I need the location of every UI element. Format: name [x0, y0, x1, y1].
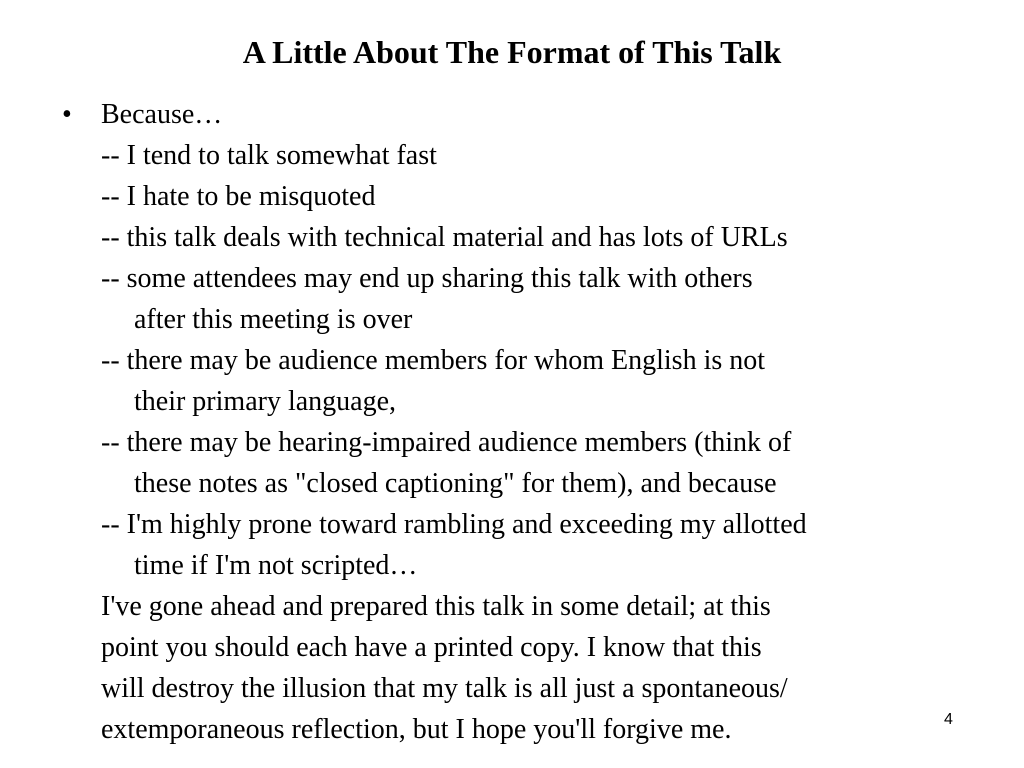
body-line-continuation: after this meeting is over	[134, 304, 413, 335]
body-line-reason: -- this talk deals with technical material and has lots of URLs	[101, 222, 788, 253]
body-line-conclusion: will destroy the illusion that my talk is all just a spontaneous/	[101, 673, 788, 704]
body-line-conclusion: extemporaneous reflection, but I hope you'll forgive me.	[101, 714, 732, 745]
body-line-conclusion: point you should each have a printed copy. I know that this	[101, 632, 762, 663]
body-line-reason: -- there may be audience members for whom English is not	[101, 345, 766, 376]
body-line-reason: -- there may be hearing-impaired audience members (think of	[101, 427, 792, 458]
slide-title: A Little About The Format of This Talk	[242, 34, 782, 70]
body-line-conclusion: I've gone ahead and prepared this talk in some detail; at this	[101, 591, 771, 622]
body-line-continuation: their primary language,	[134, 386, 397, 417]
body-line-because: Because…	[101, 99, 223, 130]
page-number: 4	[944, 711, 953, 728]
bullet-icon: •	[62, 99, 72, 130]
body-line-reason: -- I'm highly prone toward rambling and exceeding my allotted	[101, 509, 807, 540]
body-line-continuation: these notes as "closed captioning" for them), and because	[134, 468, 777, 499]
body-line-reason: -- some attendees may end up sharing this talk with others	[101, 263, 753, 294]
body-line-reason: -- I hate to be misquoted	[101, 181, 376, 212]
body-line-continuation: time if I'm not scripted…	[134, 550, 418, 581]
body-line-reason: -- I tend to talk somewhat fast	[101, 140, 437, 171]
